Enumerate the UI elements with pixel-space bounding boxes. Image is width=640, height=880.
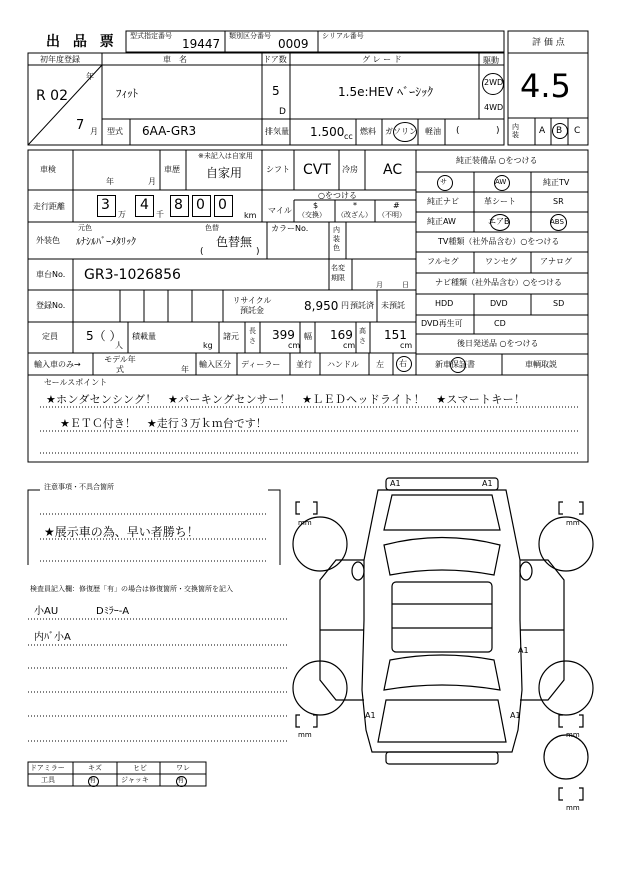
tools-jack: ジャッキ [121,776,149,784]
sales-line-1: ★ホンダセンシング！ ★パーキングセンサー！ ★ＬＥＤヘッドライト！ ★スマートキー！ [46,393,526,406]
height-unit: cm [400,341,413,350]
notes-text: ★展示車の為、早い者勝ち！ [44,525,199,539]
recycle-value: 8,950 [304,299,339,313]
damage-a1-rear-left: A1 [365,711,376,720]
doors-value: 5 [272,84,280,98]
recycle-unit: 円 [341,301,349,310]
equip-sr: SR [553,197,564,206]
drive-2wd: 2WD [484,78,504,87]
tv-type-title: TV種類（社外品含む）○をつける [438,237,560,246]
model-year-label: モデル年式 [104,355,136,374]
length-value: 399 [272,328,295,342]
model-year-unit: 年 [181,365,189,374]
color-orig: ﾙﾅｼﾙﾊﾞｰﾒﾀﾘｯｸ [76,237,136,248]
import-dealer: ディーラー [241,360,281,369]
page-title: 出 品 票 [46,34,118,50]
name-change-month-unit: 月 [376,281,383,289]
mileage-man-unit: 万 [118,210,126,219]
navi-cd: CD [494,319,506,328]
damage-a1-front-left: A1 [390,479,401,488]
tamper-label: （改ざん） [337,211,372,219]
inspector-line-2: 内ﾊﾞ小A [34,632,71,643]
class-code: 0009 [278,37,309,51]
mileage-digit-4: 0 [196,197,205,213]
chassis-value: GR3-1026856 [84,267,181,283]
fuel-gas: ガソリン [385,127,417,136]
type-label: 型式 [107,127,123,136]
km-unit: km [244,211,257,220]
tv-oneseg: ワンセグ [485,257,517,266]
tire-mm-fl: mm [298,519,312,527]
tools-broken: ワレ [176,764,190,772]
interior-b: B [556,126,563,136]
tools-tool: 工具 [41,776,55,784]
tire-mm-fr: mm [566,519,580,527]
name-change-day-unit: 日 [402,281,409,289]
color-orig-label: 元色 [78,224,92,232]
height-value: 151 [384,328,407,342]
grade-value: 1.5e:HEV ﾍﾞｰｼｯｸ [338,85,434,99]
interior-color-label: 内装色 [333,226,340,252]
shift-label: シフト [266,165,290,174]
recycle-paid: 預託済 [350,301,374,310]
later-manual: 車輌取説 [525,360,557,369]
damage-a1-right-door: A1 [518,646,529,655]
navi-dvd: DVD [490,299,508,308]
score-label: 評 価 点 [532,38,565,48]
recycle-label: リサイクル預託金 [232,296,272,315]
inspector-label: 検査員記入欄：修復歴「有」の場合は修復箇所・交換箇所を記入 [30,585,233,593]
import-type-label: 輸入区分 [199,360,231,369]
grade-label: グ レ ー ド [362,55,402,64]
history-label: 車歴 [164,165,180,174]
navi-dvd-play: DVD再生可 [421,319,463,328]
fuel-label: 燃料 [360,127,376,136]
damage-a1-rear-right: A1 [510,711,521,720]
serial-label: シリアル番号 [322,32,364,40]
unknown-sym: # [393,201,400,210]
tools-crack: ヒビ [133,764,147,772]
height-label: 高さ [359,327,366,345]
tools-mirror: ドアミラー [30,764,65,772]
tv-fullseg: フルセグ [427,257,459,266]
inspection-month-unit: 月 [148,177,156,186]
tire-mm-rl: mm [298,731,312,739]
width-value: 169 [330,328,353,342]
mileage-digit-1: 3 [101,197,110,213]
handle-left: 左 [376,360,384,369]
ac-label: 冷房 [342,165,358,174]
length-unit: cm [288,341,301,350]
car-name: ﾌｨｯﾄ [116,87,138,100]
later-warranty: 新車保証書 [435,360,475,369]
equip-navi: 純正ナビ [427,197,459,206]
mileage-sen-unit: 千 [156,210,164,219]
doors-label: ドア数 [263,55,287,64]
first-reg-era: R 02 [36,88,68,104]
equip-sunroof: サ [440,178,447,186]
mileage-digit-2: 4 [140,197,149,213]
inspector-line-1b: Dﾐﾗｰ-A [96,606,130,617]
fuel-diesel: 軽油 [425,127,441,136]
equip-abs: ABS [550,218,564,226]
equip-title: 純正装備品 ○をつける [456,156,538,165]
import-label: 輸入車のみ→ [34,360,81,369]
shift-value: CVT [303,162,331,178]
equip-tv: 純正TV [543,178,570,187]
cc-label: 排気量 [265,127,289,136]
car-name-label: 車 名 [163,55,187,64]
exchange-sym: $ [313,201,319,210]
import-parallel: 並行 [296,360,312,369]
inspection-year-unit: 年 [106,177,114,186]
tv-analog: アナログ [540,257,572,266]
year-unit: 年 [86,72,94,81]
capacity-label: 定員 [42,332,58,341]
inspection-label: 車検 [40,165,56,174]
tire-mm-spare: mm [566,804,580,812]
capacity-unit: 人 [115,341,123,350]
type-value: 6AA-GR3 [142,124,197,138]
interior-c: C [574,126,581,136]
ac-value: AC [383,162,403,178]
model-code: 19447 [182,37,221,51]
door-type: D [279,107,286,117]
interior-label: 内装 [512,123,519,139]
cc-value: 1.500 [310,125,345,139]
load-unit: kg [203,341,213,350]
color-change-label: 色替 [205,224,219,232]
mileage-digit-3: 8 [174,197,183,213]
chassis-label: 車台No. [36,270,66,279]
cc-unit: cc [344,132,353,141]
unknown-label: （不明） [378,211,406,219]
later-title: 後日発送品 ○をつける [457,339,539,348]
equip-airbag: エアB [488,217,510,226]
tools-tool-have: 有 [89,776,96,784]
inspector-line-1a: 小AU [34,606,59,617]
capacity-value: 5（ ） [86,329,122,343]
mileage-label: 走行距離 [33,202,65,211]
first-reg-month: 7 [76,118,85,133]
tire-mm-rr: mm [566,731,580,739]
meter-note: ○をつける [318,191,357,200]
color-change: 色替無 [216,235,253,249]
first-reg-label: 初年度登録 [40,55,80,64]
navi-hdd: HDD [435,299,454,308]
width-unit: cm [343,341,356,350]
month-unit: 月 [90,127,98,136]
handle-label: ハンドル [327,360,359,369]
exchange-label: （交換） [298,211,326,219]
mile-label: マイル [268,206,292,215]
dims-label: 諸元 [223,332,239,341]
sales-label: セールスポイント [44,378,108,387]
color-no-label: カラーNo. [271,224,309,233]
navi-sd: SD [553,299,565,308]
mileage-digit-5: 0 [218,197,227,213]
sales-line-2: ★ＥＴＣ付き！ ★走行３万ｋｍ台です！ [60,417,267,430]
tools-scratch: キズ [88,764,102,772]
load-label: 積載量 [132,332,156,341]
history-value: 自家用 [206,166,243,180]
model-code-label: 型式指定番号 [130,32,172,40]
equip-genuine-aw: 純正AW [427,217,456,226]
tamper-sym: * [353,201,357,210]
width-label: 幅 [304,332,312,341]
equip-leather: 革シート [484,197,516,206]
notes-label: 注意事項・不具合箇所 [44,483,114,491]
navi-type-title: ナビ種類（社外品含む）○をつける [435,278,562,287]
drive-4wd: 4WD [484,103,504,112]
interior-a: A [539,126,546,136]
class-code-label: 類別区分番号 [229,32,271,40]
exterior-color-label: 外装色 [36,236,60,245]
length-label: 長さ [249,327,256,345]
score-value: 4.5 [520,67,571,105]
drive-label: 駆動 [483,56,499,65]
name-change-label: 名変期限 [331,264,345,282]
equip-aw: AW [495,178,507,186]
reg-no-label: 登録No. [36,301,66,310]
damage-a1-front-right: A1 [482,479,493,488]
tools-jack-have: 有 [177,776,184,784]
history-note: ※未記入は自家用 [198,152,253,160]
recycle-unpaid: 未預託 [381,301,405,310]
handle-right: 右 [399,359,407,368]
